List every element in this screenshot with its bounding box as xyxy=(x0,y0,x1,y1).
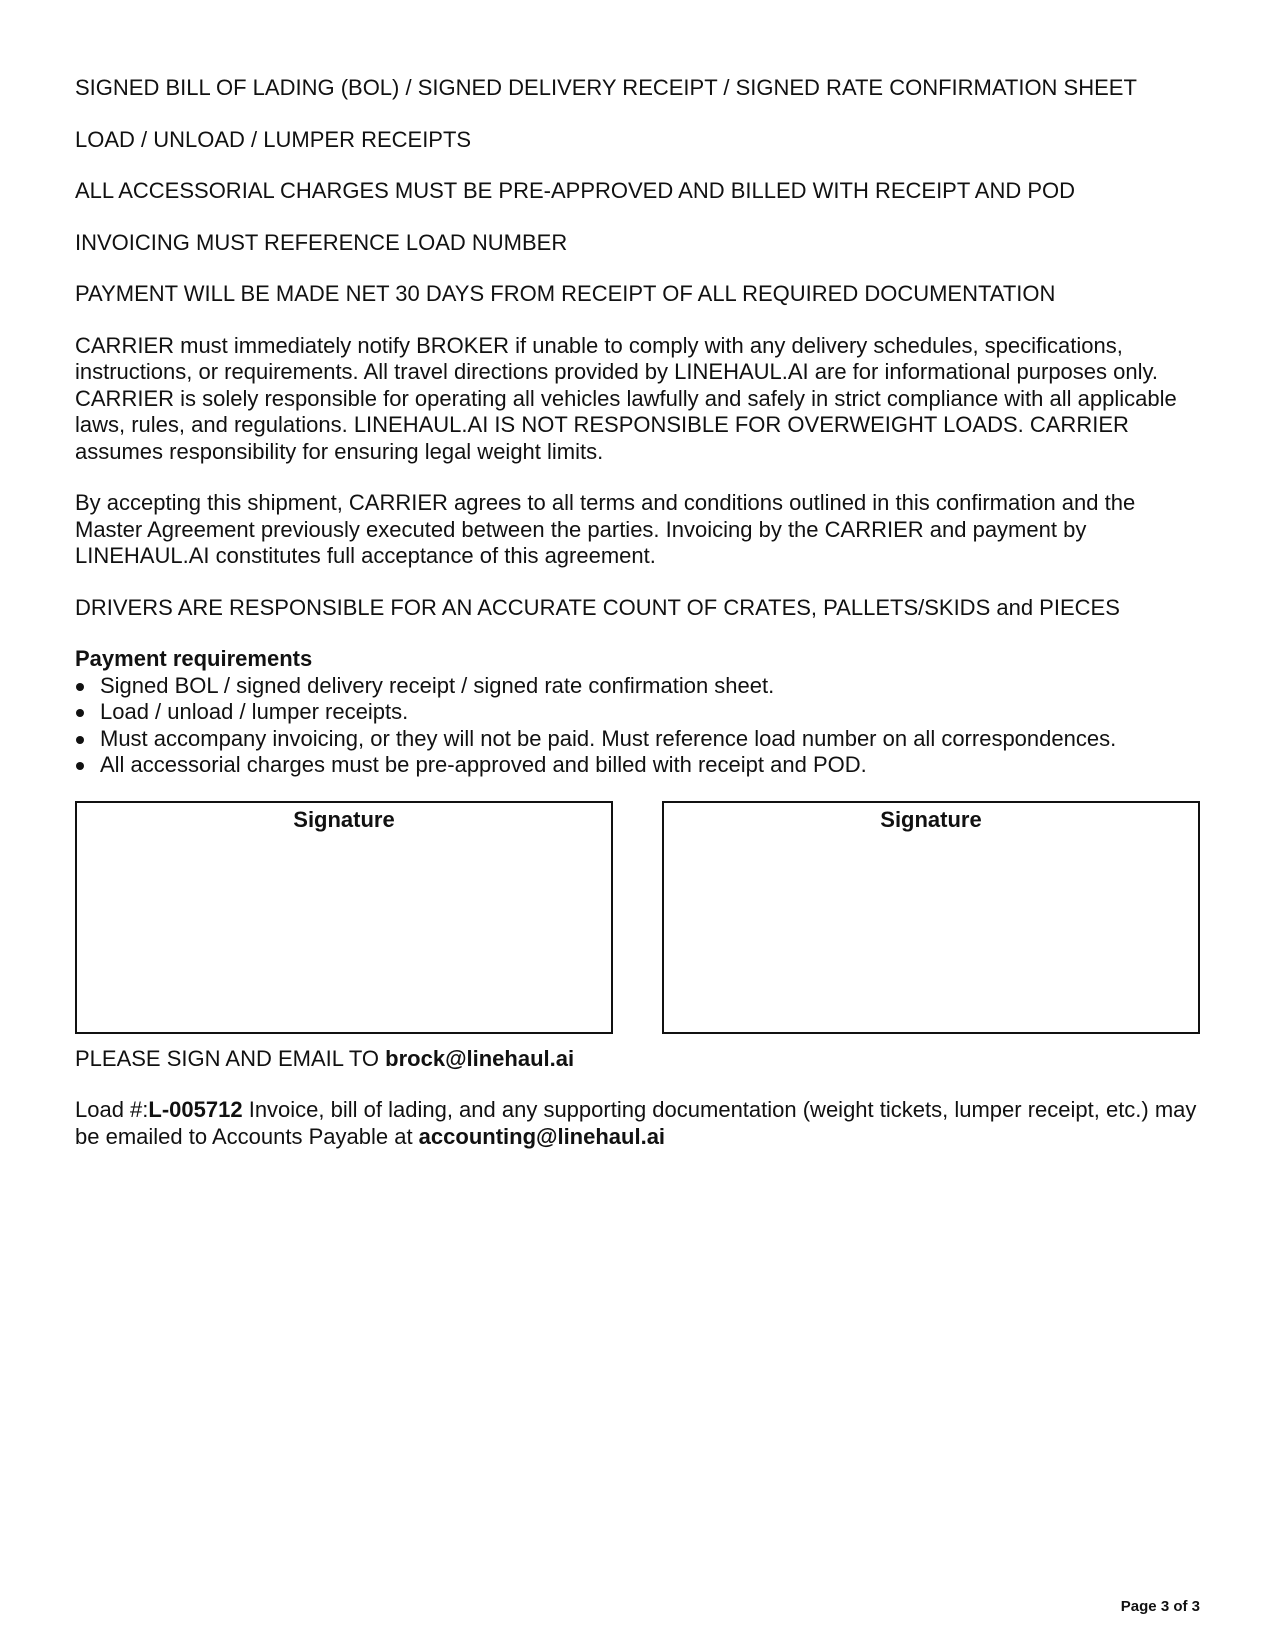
bol-line: SIGNED BILL OF LADING (BOL) / SIGNED DELIVERY RECEIPT / SIGNED RATE CONFIRMATION SHEET xyxy=(75,75,1137,100)
accessorial-line: ALL ACCESSORIAL CHARGES MUST BE PRE-APPROVED AND BILLED WITH RECEIPT AND POD xyxy=(75,178,1076,203)
sign-email-address-link[interactable]: brock@linehaul.ai xyxy=(385,1045,575,1071)
accounting-email-link[interactable]: accounting@linehaul.ai xyxy=(418,1123,666,1149)
receipts-line: LOAD / UNLOAD / LUMPER RECEIPTS xyxy=(75,126,472,152)
signature-label: Signature xyxy=(880,806,982,832)
invoicing-line: INVOICING MUST REFERENCE LOAD NUMBER xyxy=(75,229,568,255)
signature-box-right[interactable] xyxy=(662,801,1200,1034)
acceptance-paragraph: By accepting this shipment, CARRIER agrees to all terms and conditions outlined in this confirmation and the Master Agreement previously executed between the parties. Invoicing by the CARRIER and payment by LINEHAUL.AI constitutes full acceptance of this agreement. xyxy=(75,490,1136,568)
payment-requirements-heading: Payment requirements xyxy=(75,646,313,671)
signature-row xyxy=(75,801,1200,1034)
payment-requirements-list xyxy=(75,673,1200,779)
sign-email-line xyxy=(75,1046,1200,1073)
load-number-prefix: Load #: xyxy=(75,1097,149,1122)
signature-box-left[interactable] xyxy=(75,801,613,1034)
sign-email-prefix: PLEASE SIGN AND EMAIL TO xyxy=(75,1045,386,1071)
signature-label: Signature xyxy=(293,806,395,832)
payment-terms-line: PAYMENT WILL BE MADE NET 30 DAYS FROM RECEIPT OF ALL REQUIRED DOCUMENTATION xyxy=(75,281,1056,306)
load-number: L-005712 xyxy=(148,1097,243,1122)
carrier-responsibility-paragraph: CARRIER must immediately notify BROKER if unable to comply with any delivery schedules, specifications, instructions, or requirements. All travel directions provided by LINEHAUL.AI are for informational purposes only. CARRIER is solely responsible for operating all vehicles lawfully and safely in strict compliance with all applicable laws, rules, and regulations. LINEHAUL.AI IS NOT RESPONSIBLE FOR OVERWEIGHT LOADS. CARRIER assumes responsibility for ensuring legal weight limits. xyxy=(75,332,1177,464)
list-item: Load / unload / lumper receipts. xyxy=(100,699,1200,726)
list-item: All accessorial charges must be pre-approved and billed with receipt and POD. xyxy=(100,752,1200,779)
document-page xyxy=(75,75,1200,1175)
page-number: Page 3 of 3 xyxy=(1120,1598,1200,1615)
load-info-paragraph xyxy=(75,1097,1200,1150)
payment-requirements-section xyxy=(75,646,1200,779)
list-item: Must accompany invoicing, or they will not be paid. Must reference load number on all correspondences. xyxy=(100,726,1200,753)
load-info-text: Invoice, bill of lading, and any supporting documentation (weight tickets, lumper receipt, etc.) may be emailed to Accounts Payable at xyxy=(75,1097,1197,1149)
drivers-count-line: DRIVERS ARE RESPONSIBLE FOR AN ACCURATE COUNT OF CRATES, PALLETS/SKIDS and PIECES xyxy=(75,594,1120,620)
list-item: Signed BOL / signed delivery receipt / signed rate confirmation sheet. xyxy=(100,673,1200,700)
